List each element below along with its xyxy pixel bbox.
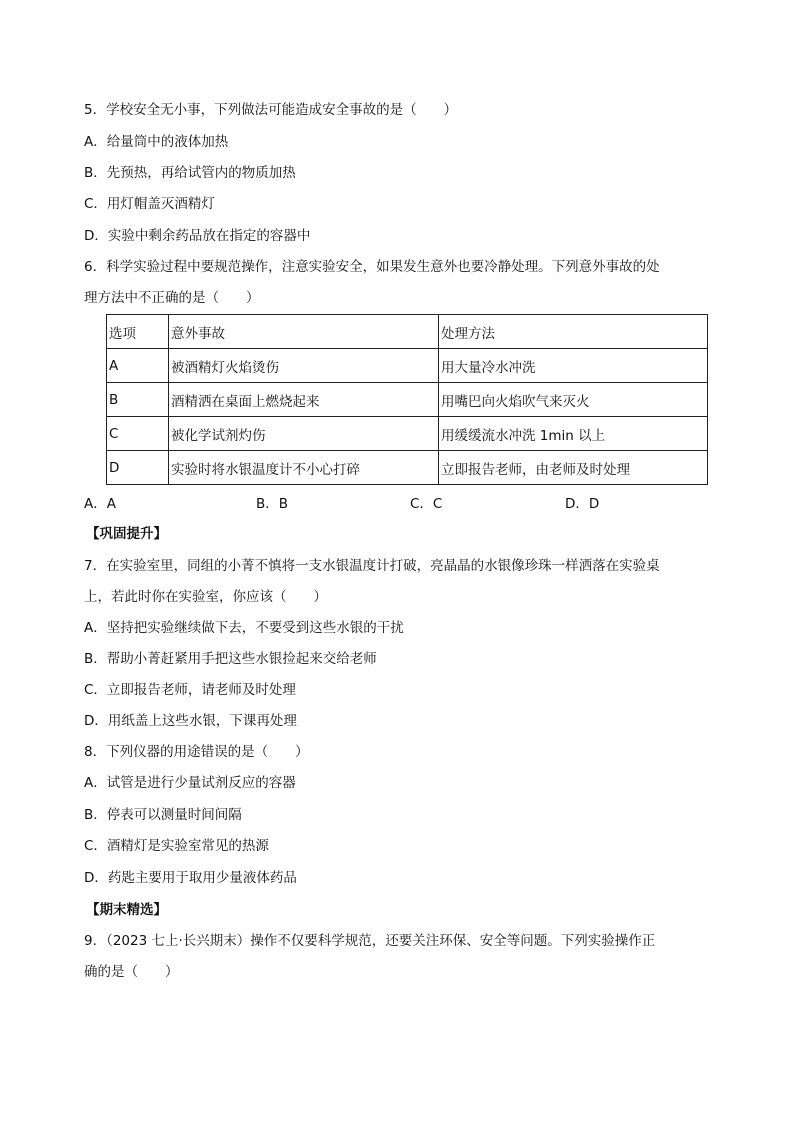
- q6-option-c: C．C: [410, 496, 443, 512]
- table-cell: D: [107, 451, 169, 485]
- q8-option-b: B．停表可以测量时间间隔: [84, 807, 242, 823]
- q7-option-d: D．用纸盖上这些水银，下课再处理: [84, 713, 297, 729]
- table-row: [107, 383, 708, 417]
- q7-option-c: C．立即报告老师，请老师及时处理: [84, 682, 296, 698]
- q5-stem: 5．学校安全无小事，下列做法可能造成安全事故的是（ ）: [84, 102, 458, 118]
- q6-option-a: A．A: [84, 496, 116, 512]
- q9-stem-line1: 9．（2023 七上·长兴期末）操作不仅要科学规范，还要关注环保、安全等问题。下列实验操作正: [84, 933, 656, 949]
- table-cell: 用大量冷水冲洗: [439, 349, 708, 383]
- table-header-row: [107, 315, 708, 349]
- q8-option-c: C．酒精灯是实验室常见的热源: [84, 838, 269, 854]
- table-row: [107, 451, 708, 485]
- q8-option-a: A．试管是进行少量试剂反应的容器: [84, 775, 296, 791]
- q5-option-a: A．给量筒中的液体加热: [84, 134, 229, 150]
- table-cell: 被酒精灯火焰烫伤: [169, 349, 439, 383]
- table-cell: B: [107, 383, 169, 417]
- q9-stem-line2: 确的是（ ）: [84, 964, 179, 980]
- table-cell: 被化学试剂灼伤: [169, 417, 439, 451]
- table-cell: 酒精洒在桌面上燃烧起来: [169, 383, 439, 417]
- q7-option-b: B．帮助小菁赶紧用手把这些水银捡起来交给老师: [84, 651, 377, 667]
- section-heading-final-selection: 【期末精选】: [86, 902, 167, 918]
- q8-stem: 8．下列仪器的用途错误的是（ ）: [84, 744, 309, 760]
- q6-stem-line1: 6．科学实验过程中要规范操作，注意实验安全，如果发生意外也要冷静处理。下列意外事故的处: [84, 259, 660, 275]
- table-cell: 实验时将水银温度计不小心打碎: [169, 451, 439, 485]
- table-header-cell: 意外事故: [169, 315, 439, 349]
- table-cell: 用缓缓流水冲洗 1min 以上: [439, 417, 708, 451]
- q7-option-a: A．坚持把实验继续做下去，不要受到这些水银的干扰: [84, 620, 404, 636]
- q6-stem-line2: 理方法中不正确的是（ ）: [84, 290, 260, 306]
- q5-option-d: D．实验中剩余药品放在指定的容器中: [84, 228, 311, 244]
- table-row: [107, 417, 708, 451]
- q5-option-b: B．先预热，再给试管内的物质加热: [84, 165, 296, 181]
- table-header-cell: 选项: [107, 315, 169, 349]
- q7-stem-line2: 上，若此时你在实验室，你应该（ ）: [84, 589, 327, 605]
- q6-option-b: B．B: [256, 496, 289, 512]
- section-heading-consolidate: 【巩固提升】: [86, 526, 167, 542]
- table-cell: A: [107, 349, 169, 383]
- table-cell: 立即报告老师，由老师及时处理: [439, 451, 708, 485]
- table-cell: 用嘴巴向火焰吹气来灭火: [439, 383, 708, 417]
- q6-option-d: D．D: [565, 496, 600, 512]
- q8-option-d: D．药匙主要用于取用少量液体药品: [84, 870, 297, 886]
- q7-stem-line1: 7．在实验室里，同组的小菁不慎将一支水银温度计打破，亮晶晶的水银像珍珠一样洒落在实验桌: [84, 558, 660, 574]
- q5-option-c: C．用灯帽盖灭酒精灯: [84, 196, 215, 212]
- table-cell: C: [107, 417, 169, 451]
- table-header-cell: 处理方法: [439, 315, 708, 349]
- table-row: [107, 349, 708, 383]
- accident-table: [106, 314, 708, 485]
